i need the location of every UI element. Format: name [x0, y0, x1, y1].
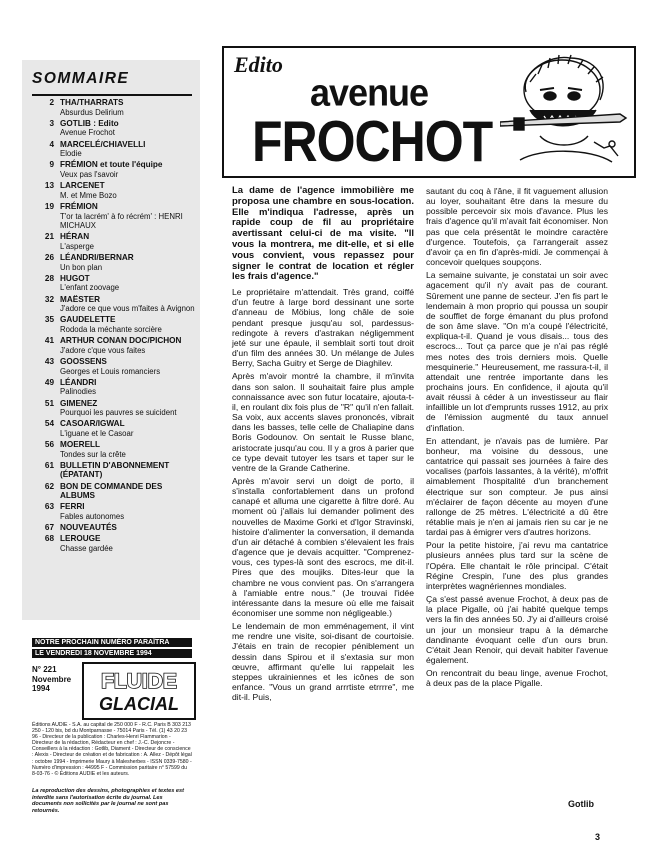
entry-text [60, 461, 196, 480]
entry-page-number: 63 [44, 502, 54, 512]
page-number: 3 [595, 832, 601, 842]
sommaire-entry [28, 399, 196, 418]
entry-text [60, 98, 196, 117]
article-lead: La dame de l'agence immobilière me proposa une chambre en sous-location. Elle m'indiqua l'adresse, après un rapide coup de fil au propriétaire avertissant celui-ci de ma visite. "Il vous la montrera, me dit-elle, et si elle vous convient, vous repassez pour signer le contrat de location et régler les frais d'agence." [232, 185, 414, 283]
entry-story-title: T'or ta lacrém' à fo récrém' : HENRI MICHAUX [60, 211, 183, 231]
entry-story-title: Veux pas l'savoir [60, 169, 119, 179]
entry-text [60, 274, 196, 293]
svg-text:FLUIDE: FLUIDE [101, 670, 177, 693]
entry-page-number: 13 [44, 181, 54, 191]
entry-text [60, 482, 196, 501]
entry-story-title: L'iguane et le Casoar [60, 428, 134, 438]
entry-story-title: Avenue Frochot [60, 128, 115, 138]
entry-page-number: 41 [44, 336, 54, 346]
entry-page-number: 21 [44, 232, 54, 242]
sommaire-entry [28, 461, 196, 480]
next-issue-notice [32, 638, 192, 658]
author-signature: Gotlib [568, 799, 594, 809]
entry-page-number: 3 [49, 118, 54, 128]
entry-page-number: 54 [44, 419, 54, 429]
entry-story-title: L'enfant zoovage [60, 283, 120, 293]
entry-author: FERRI [60, 502, 85, 512]
entry-author: LARCENET [60, 181, 105, 191]
article-paragraph: Après m'avoir montré la chambre, il m'invita dans son salon. Il souhaitait faire plus ample connaissance avec son futur locataire, ajouta-t-il, en roulant dix fois plus de "R" qu'il n'en fallait. Sa voix, aux accents slaves prononcés, vibrait dans les basses, telle celle de Chaliapine dans Boris Godounov. On sentait le Russe blanc, aristocrate jusqu'au cou. Il y a gros à parier que ce type devait tutoyer les tsars et taper sur le ventre de la Grande Catherine. [232, 371, 414, 473]
edito-title-frochot: FROCHOT [252, 109, 493, 174]
sommaire-entry [28, 378, 196, 397]
entry-story-title: Palinodies [60, 387, 96, 397]
entry-text [60, 357, 196, 376]
sommaire-entry [28, 534, 196, 553]
entry-text [60, 160, 196, 179]
next-issue-line2: LE VENDREDI 18 NOVEMBRE 1994 [32, 649, 192, 658]
entry-text [60, 140, 196, 159]
entry-page-number: 19 [44, 201, 54, 211]
entry-story-title: Un bon plan [60, 262, 103, 272]
entry-story-title: J'adore ce que vous m'faites à Avignon [60, 304, 195, 314]
article-paragraph: Après m'avoir servi un doigt de porto, il s'installa confortablement dans un profond canapé et alluma une cigarette à filtre doré. Au moment où j'allais lui demander poliment des nouvelles de Maxime Gorki et d'Igor Stravinski, histoire d'alimenter la conversation, il demanda d'un air détaché à combien s'élevaient les frais d'agence que je devais acquitter. "Comprenez-vous, ces types-là sont des escrocs, me dit-il. Pires que des moujiks. Dites-leur que la chambre ne vous convient pas. On s'arrangera à l'amiable entre nous." (Je trouvai l'idée intéressante dans la mesure où elle me faisait économiser une somme non négligeable.) [232, 475, 414, 619]
entry-text [60, 202, 196, 231]
sommaire-rule [32, 94, 192, 96]
entry-author: MARCELÉ/CHIAVELLI [60, 139, 146, 149]
sommaire-entry [28, 295, 196, 314]
article-paragraph: La semaine suivante, je constatai un soir avec agacement qu'il n'y avait pas de courant. Sûrement une panne de secteur. J'en fis part le lendemain à mon proprio qui poussa un soupir de soufflet de forge émanant du plus profond de son âme slave. "On m'a coupé l'électricité, expliqua-t-il. Quand je vous disais... tous des escrocs... Tout ça parce que je n'ai pas réglé mes notes des trois derniers mois. Quelle mesquinerie." Heureusement, me rassura-t-il, il attendait une rentrée importante dans les prochains jours. En confidence, il ajouta qu'il avait réussi à céder à un investisseur au flair infaillible un lot d'emprunts russes 1912, au prix de l'émission augmenté du taux annuel d'inflation. [426, 270, 608, 433]
legal-mentions: Éditions AUDIE - S.A. au capital de 250 000 F - R.C. Paris B 303 213 250 - 120 bis, bd du Montparnasse - 75014 Paris - Tél. (1) 43 20 23 96 - Directeur de la publication : Charles-Henri Flammarion - Directeur de la rédaction, Rédacteur en chef : J.-C. Dejoncre - Conseillers à la rédaction : Gotlib, Diament - Directeur de conscience : Alexis - Directeur de création et de fabrication : A. Allez - Dépôt légal : octobre 1994 - Imprimerie Maury à Malesherbes - ISSN 0339-7580 - Numéro d'impression : 44995 F - Commission paritaire n° 57599 du 8-03-76 - © Éditions AUDIE et les auteurs. [32, 722, 192, 777]
entry-author: LÉANDRI [60, 377, 97, 387]
sommaire-entry [28, 98, 196, 117]
entry-story-title: Pourquoi les pauvres se suicident [60, 408, 177, 418]
issue-month: Novembre [32, 674, 72, 684]
entry-text [60, 523, 196, 533]
article-paragraph: Le lendemain de mon emménagement, il vint me rendre une visite, soi-disant de courtoisie. J'étais en train de recopier péniblement un dessin dans Spirou et il s'extasia sur mon œuvre, affirmant qu'elle lui rappelait les steppes ukrainiennes et les icônes de son enfance. "Vous un grand arrrtiste etrrrre", me dit-il. Puis, [232, 621, 414, 703]
article-paragraph: sautant du coq à l'âne, il fit vaguement allusion au loyer, souhaitant être dans la mesure du possible percevoir six mois d'avance. Plus les frais d'agence qu'il m'avait fait économiser. Non pas que cela présentât le moindre caractère d'urgence. Toutefois, ça l'arrangerait assez d'avoir ça en fin d'après-midi. Je commençai à concevoir quelques soupçons. [426, 186, 608, 268]
entry-author: HÉRAN [60, 232, 90, 242]
entry-author: MAËSTER [60, 294, 101, 304]
issue-info [32, 665, 71, 694]
gotlib-caricature-illustration [500, 52, 630, 170]
sommaire-entry [28, 202, 196, 231]
entry-page-number: 62 [44, 481, 54, 491]
entry-text [60, 336, 196, 355]
sommaire-entry [28, 482, 196, 501]
entry-page-number: 43 [44, 356, 54, 366]
entry-story-title: Fables autonomes [60, 512, 125, 522]
article-column-1 [232, 186, 414, 705]
sommaire-entry [28, 336, 196, 355]
entry-page-number: 68 [44, 534, 54, 544]
entry-author: HUGOT [60, 273, 90, 283]
entry-story-title: Absurdus Delirium [60, 107, 124, 117]
article-paragraph: Pour la petite histoire, j'ai revu ma cantatrice plusieurs années plus tard sur la scène de l'Opéra. Elle chantait le rôle principal. C'était Régine Crespin, l'une des plus grandes interprètes wagnériennes mondiales. [426, 540, 608, 591]
entry-text [60, 534, 196, 553]
sommaire-entry [28, 119, 196, 138]
entry-author: GAUDELETTE [60, 315, 116, 325]
entry-author: BON DE COMMANDE DES ALBUMS [60, 481, 163, 501]
entry-author: FRÉMION [60, 201, 98, 211]
entry-author: THA/THARRATS [60, 98, 124, 107]
reproduction-notice: La reproduction des dessins, photographies et textes est interdite sans l'autorisation écrite du journal. Les documents non sollicités par le journal ne sont pas retournés. [32, 788, 184, 814]
entry-page-number: 9 [49, 160, 54, 170]
entry-author: GOTLIB : Edito [60, 118, 119, 128]
sommaire-list [28, 98, 196, 555]
sommaire-entry [28, 181, 196, 200]
edito-header [222, 46, 636, 178]
sommaire-title: SOMMAIRE [32, 70, 130, 87]
entry-text [60, 378, 196, 397]
article-paragraph: Le propriétaire m'attendait. Très grand, coiffé d'un feutre à large bord dessinant une sorte d'anneau de Möbius, long châle de soie pendant presque jusqu'au sol, pardessus-redingote à revers d'astrakan négligemment jeté sur une épaule, il semblait sorti tout droit d'un film des années 30. Un mélange de Jules Berry, Sacha Guitry et Serge de Diaghilev. [232, 287, 414, 369]
sommaire-entry [28, 140, 196, 159]
article-column-2 [426, 186, 608, 692]
entry-page-number: 4 [49, 139, 54, 149]
entry-story-title: M. et Mme Bozo [60, 190, 117, 200]
entry-page-number: 49 [44, 377, 54, 387]
issue-year: 1994 [32, 684, 50, 693]
entry-author: ARTHUR CONAN DOC/PICHON [60, 336, 182, 346]
entry-page-number: 56 [44, 440, 54, 450]
entry-story-title: Chasse gardée [60, 544, 113, 553]
entry-story-title: Georges et Louis romanciers [60, 366, 161, 376]
entry-text [60, 181, 196, 200]
sommaire-entry [28, 274, 196, 293]
entry-page-number: 26 [44, 253, 54, 263]
svg-text:GLACIAL: GLACIAL [99, 694, 179, 714]
entry-author: LÉANDRI/BERNAR [60, 253, 134, 263]
entry-author: FRÉMION et toute l'équipe [60, 160, 163, 170]
entry-story-title: L'asperge [60, 241, 95, 251]
entry-page-number: 35 [44, 315, 54, 325]
sommaire-entry [28, 440, 196, 459]
entry-story-title: Rododa la méchante sorcière [60, 325, 162, 334]
issue-number: N° 221 [32, 665, 57, 674]
entry-story-title: Tondes sur la crête [60, 449, 126, 459]
entry-author: CASOAR/IGWAL [60, 419, 125, 429]
entry-author: NOUVEAUTÉS [60, 523, 117, 533]
entry-page-number: 67 [44, 523, 54, 533]
fluide-glacial-logo [82, 662, 196, 720]
entry-story-title: J'adore c'que vous faites [60, 345, 146, 355]
sommaire-entry [28, 357, 196, 376]
entry-text [60, 502, 196, 521]
logo-lettering [86, 666, 192, 716]
entry-text [60, 440, 196, 459]
entry-page-number: 28 [44, 273, 54, 283]
entry-page-number: 61 [44, 460, 54, 470]
next-issue-line1: NOTRE PROCHAIN NUMÉRO PARAÎTRA [32, 638, 192, 647]
article-paragraph: En attendant, je n'avais pas de lumière. Par bonheur, ma voisine du dessous, une cantatrice qui passait ses journées à faire des vocalises (parfois lassantes, à la vérité), m'offrit aimablement l'hospitalité d'un branchement électrique sur son compteur. Je pus ainsi m'éclairer de façon décente au moyen d'une rallonge de 25 mètres. L'électricité a dû être rétablie mais je n'en ai jamais rien su car je ne tardai pas à émigrer vers d'autres horizons. [426, 435, 608, 538]
edito-title-avenue: avenue [310, 70, 429, 114]
entry-text [60, 399, 196, 418]
entry-author: BULLETIN D'ABONNEMENT (ÉPATANT) [60, 460, 170, 480]
sommaire-panel [22, 60, 200, 620]
entry-page-number: 2 [49, 98, 54, 107]
sommaire-entry [28, 232, 196, 251]
entry-page-number: 51 [44, 398, 54, 408]
entry-author: GOOSSENS [60, 356, 107, 366]
entry-page-number: 32 [44, 294, 54, 304]
sommaire-entry [28, 523, 196, 533]
entry-text [60, 119, 196, 138]
sommaire-entry [28, 419, 196, 438]
sommaire-entry [28, 160, 196, 179]
entry-text [60, 419, 196, 438]
entry-text [60, 232, 196, 251]
sommaire-entry [28, 253, 196, 272]
sommaire-entry [28, 315, 196, 334]
entry-story-title: Elodie [60, 149, 82, 159]
entry-text [60, 315, 196, 334]
entry-text [60, 295, 196, 314]
entry-author: GIMENEZ [60, 398, 98, 408]
article-paragraph: Ça s'est passé avenue Frochot, à deux pas de la place Pigalle, où j'ai habité quelque temps vers la fin des années 50. J'y ai d'ailleurs croisé un jour un monsieur trapu à la démarche dandinante évoquant celle d'un ours brun. C'était Jean Renoir, qui devait habiter l'avenue également. [426, 594, 608, 666]
entry-text [60, 253, 196, 272]
entry-author: LEROUGE [60, 534, 101, 544]
entry-author: MOERELL [60, 440, 101, 450]
article-paragraph: On rencontrait du beau linge, avenue Frochot, à deux pas de la place Pigalle. [426, 668, 608, 689]
sommaire-entry [28, 502, 196, 521]
edito-label: Edito [234, 52, 283, 77]
